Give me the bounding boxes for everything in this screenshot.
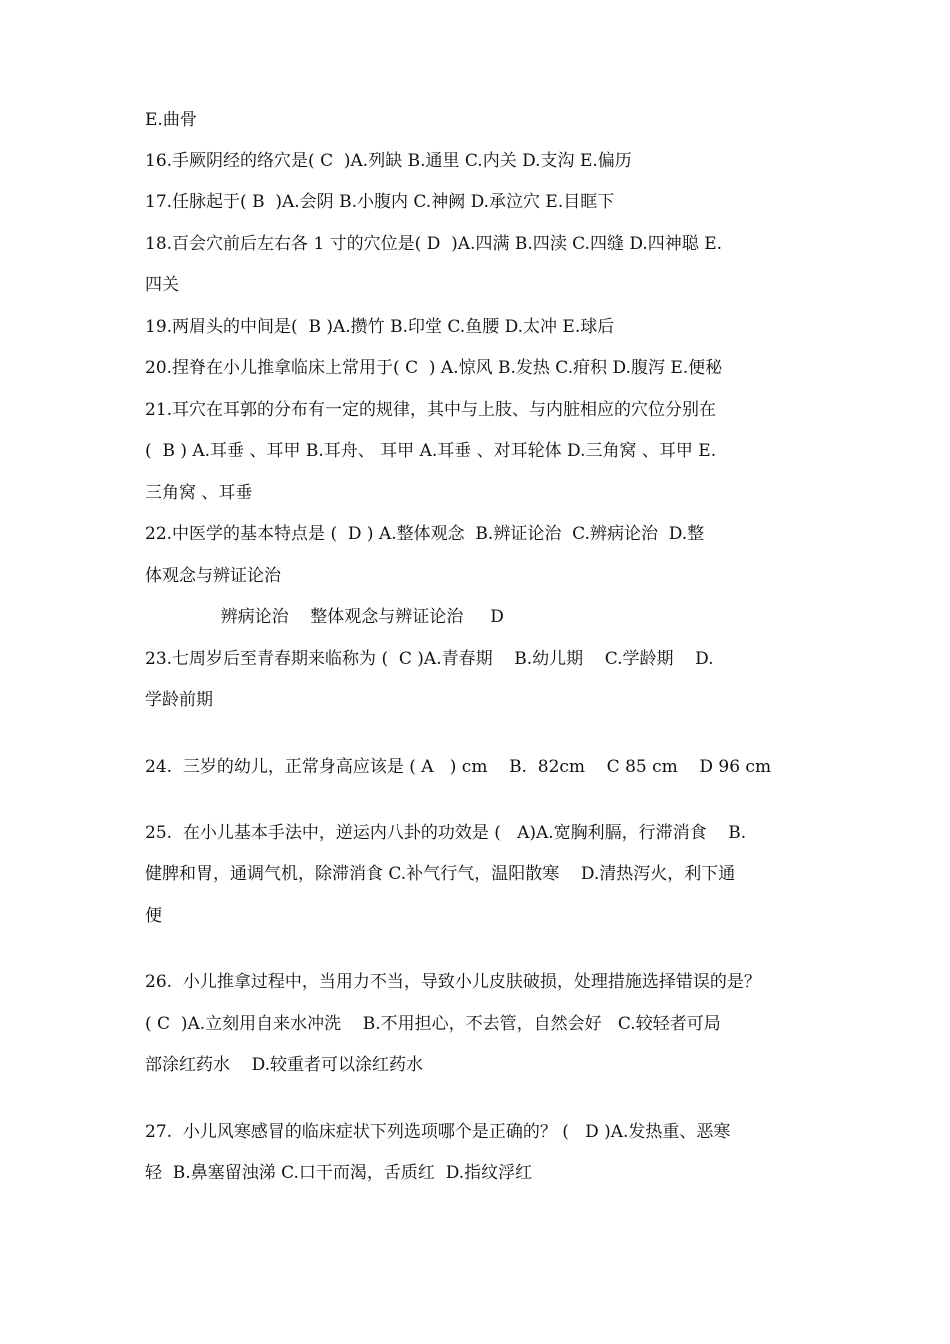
text-line: 轻 B.鼻塞留浊涕 C.口干而渴，舌质红 D.指纹浮红	[145, 1163, 533, 1183]
text-line: ( C )A.立刻用自来水冲洗 B.不用担心，不去管，自然会好 C.较轻者可局	[145, 1014, 721, 1034]
question-18: 18.百会穴前后左右各 1 寸的穴位是( D )A.四满 B.四渎 C.四缝 D.四神聪 E.	[145, 234, 723, 254]
text-line: 体观念与辨证论治	[145, 566, 281, 586]
question-19: 19.两眉头的中间是( B )A.攒竹 B.印堂 C.鱼腰 D.太冲 E.球后	[145, 317, 615, 337]
text-line: 四关	[145, 275, 179, 295]
text-line: 部涂红药水 D.较重者可以涂红药水	[145, 1055, 424, 1075]
question-21: 21.耳穴在耳郭的分布有一定的规律，其中与上肢、与内脏相应的穴位分别在	[145, 400, 717, 420]
question-17: 17.任脉起于( B )A.会阴 B.小腹内 C.神阙 D.承泣穴 E.目眶下	[145, 192, 615, 212]
question-25: 25. 在小儿基本手法中，逆运内八卦的功效是 ( A)A.宽胸利膈，行滞消食 B.	[145, 823, 747, 843]
question-24: 24. 三岁的幼儿，正常身高应该是 ( A ) cm B. 82cm C 85 cm D 96 cm	[145, 757, 772, 777]
question-20: 20.捏脊在小儿推拿临床上常用于( C ) A.惊风 B.发热 C.疳积 D.腹泻 E.便秘	[145, 358, 723, 378]
question-26: 26. 小儿推拿过程中，当用力不当，导致小儿皮肤破损，处理措施选择错误的是？	[145, 972, 761, 992]
text-line: ( B ) A.耳垂 、耳甲 B.耳舟、 耳甲 A.耳垂 、对耳轮体 D.三角窝 、耳甲 E.	[145, 441, 717, 461]
text-line: 学龄前期	[145, 690, 213, 710]
text-line: E.曲骨	[145, 110, 197, 130]
text-line: 三角窝 、耳垂	[145, 483, 253, 503]
question-27: 27. 小儿风寒感冒的临床症状下列选项哪个是正确的？ ( D )A.发热重、恶寒	[145, 1122, 731, 1142]
question-16: 16.手厥阴经的络穴是( C )A.列缺 B.通里 C.内关 D.支沟 E.偏历	[145, 151, 632, 171]
text-line: 健脾和胃，通调气机，除滞消食 C.补气行气，温阳散寒 D.清热泻火，利下通	[145, 864, 736, 884]
text-line: 辨病论治 整体观念与辨证论治 D	[145, 607, 504, 627]
text-line: 便	[145, 906, 162, 926]
question-22: 22.中医学的基本特点是 ( D ) A.整体观念 B.辨证论治 C.辨病论治 D.整	[145, 524, 705, 544]
question-23: 23.七周岁后至青春期来临称为 ( C )A.青春期 B.幼儿期 C.学龄期 D.	[145, 649, 714, 669]
